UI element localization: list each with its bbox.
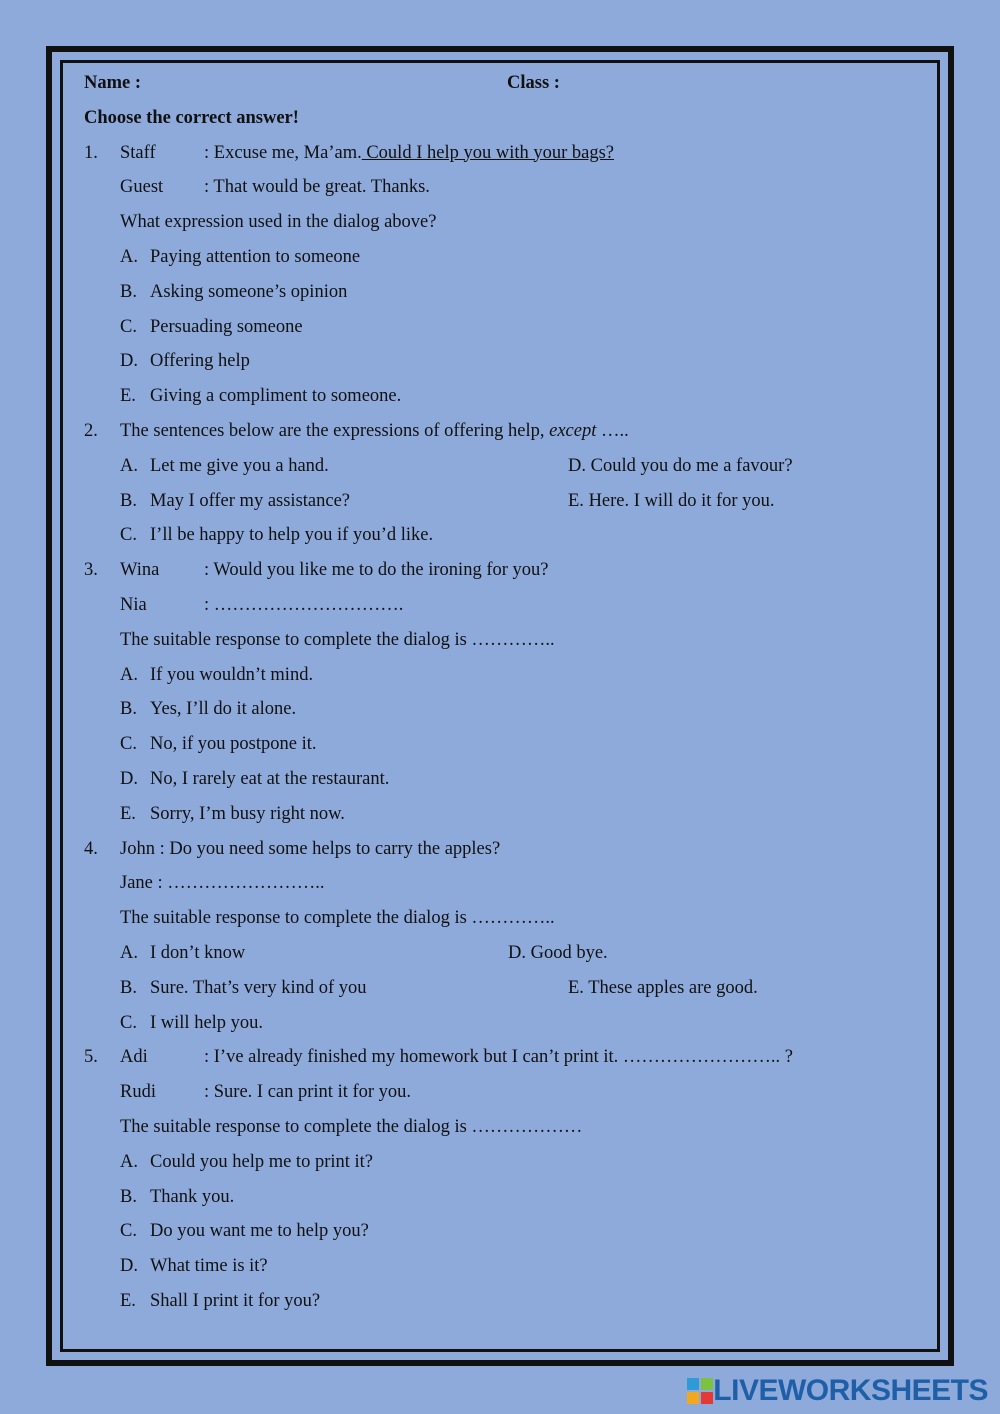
header-row	[84, 66, 914, 101]
option-row[interactable]: E. Sorry, I’m busy right now.	[120, 803, 345, 824]
q1-line-2	[84, 170, 914, 205]
option-row[interactable]: A. I don’t know D. Good bye.	[120, 942, 608, 963]
option-row[interactable]: E. Shall I print it for you?	[120, 1290, 321, 1311]
q1-line-1	[84, 136, 914, 171]
option-row[interactable]: D. What time is it?	[120, 1256, 268, 1277]
logo-icon	[687, 1378, 713, 1404]
q5-prompt: The suitable response to complete the dialog is ………………	[120, 1116, 583, 1137]
q3-line-2: Nia : ………………………….	[120, 594, 404, 615]
question-number: 2.	[84, 420, 98, 441]
speaker: Staff	[120, 142, 156, 163]
option-row[interactable]: B. Thank you.	[120, 1186, 235, 1207]
option-row[interactable]: B. Yes, I’ll do it alone.	[120, 699, 297, 720]
liveworksheets-logo	[687, 1376, 988, 1406]
question-number: 1.	[84, 142, 98, 163]
option-row[interactable]: C. I’ll be happy to help you if you’d like.	[120, 525, 434, 546]
option-row[interactable]: C. Persuading someone	[120, 316, 303, 337]
option-row[interactable]: A. If you wouldn’t mind.	[120, 664, 314, 685]
dialog-line: : Excuse me, Ma’am. Could I help you with your bags?	[204, 142, 615, 163]
q4-line-2: Jane : ……………………..	[120, 873, 325, 894]
q4-prompt: The suitable response to complete the dialog is …………..	[120, 908, 555, 929]
option-row[interactable]: A. Could you help me to print it?	[120, 1151, 374, 1172]
option-row[interactable]: D. No, I rarely eat at the restaurant.	[120, 768, 390, 789]
dialog-line: : That would be great. Thanks.	[204, 177, 430, 198]
worksheet	[84, 66, 914, 1319]
q5-line-2: Rudi : Sure. I can print it for you.	[120, 1082, 412, 1103]
option-row[interactable]: E. Giving a compliment to someone.	[120, 386, 402, 407]
speaker: Guest	[120, 177, 164, 198]
option-row[interactable]: B. Sure. That’s very kind of you E. These apples are good.	[120, 977, 758, 998]
option-row[interactable]: B. Asking someone’s opinion	[120, 281, 348, 302]
question-number: 5.	[84, 1047, 98, 1068]
question-number: 4.	[84, 838, 98, 859]
instruction: Choose the correct answer!	[84, 107, 299, 128]
option-row[interactable]: A. Paying attention to someone	[120, 246, 361, 267]
logo-text: LIVEWORKSHEETS	[713, 1374, 988, 1407]
q1-prompt: What expression used in the dialog above?	[120, 212, 437, 233]
option-row[interactable]: C. Do you want me to help you?	[120, 1221, 369, 1242]
q3-prompt: The suitable response to complete the dialog is …………..	[120, 629, 555, 650]
option-row[interactable]: D. Offering help	[120, 351, 250, 372]
class-label: Class :	[507, 73, 560, 93]
option-row[interactable]: C. I will help you.	[120, 1012, 264, 1033]
q4-line-1: 4. John : Do you need some helps to carry the apples?	[84, 832, 914, 867]
name-label: Name :	[84, 73, 142, 93]
option-row[interactable]: C. No, if you postpone it.	[120, 734, 317, 755]
q5-line-1: 5. Adi : I’ve already finished my homework but I can’t print it. …………………….. ?	[84, 1040, 914, 1075]
q2-prompt: 2. The sentences below are the expressions of offering help, except …..	[84, 414, 914, 449]
q3-line-1: 3. Wina : Would you like me to do the ironing for you?	[84, 553, 914, 588]
question-number: 3.	[84, 560, 98, 581]
option-row[interactable]: B. May I offer my assistance? E. Here. I will do it for you.	[120, 490, 775, 511]
option-row[interactable]: A. Let me give you a hand. D. Could you do me a favour?	[120, 455, 793, 476]
